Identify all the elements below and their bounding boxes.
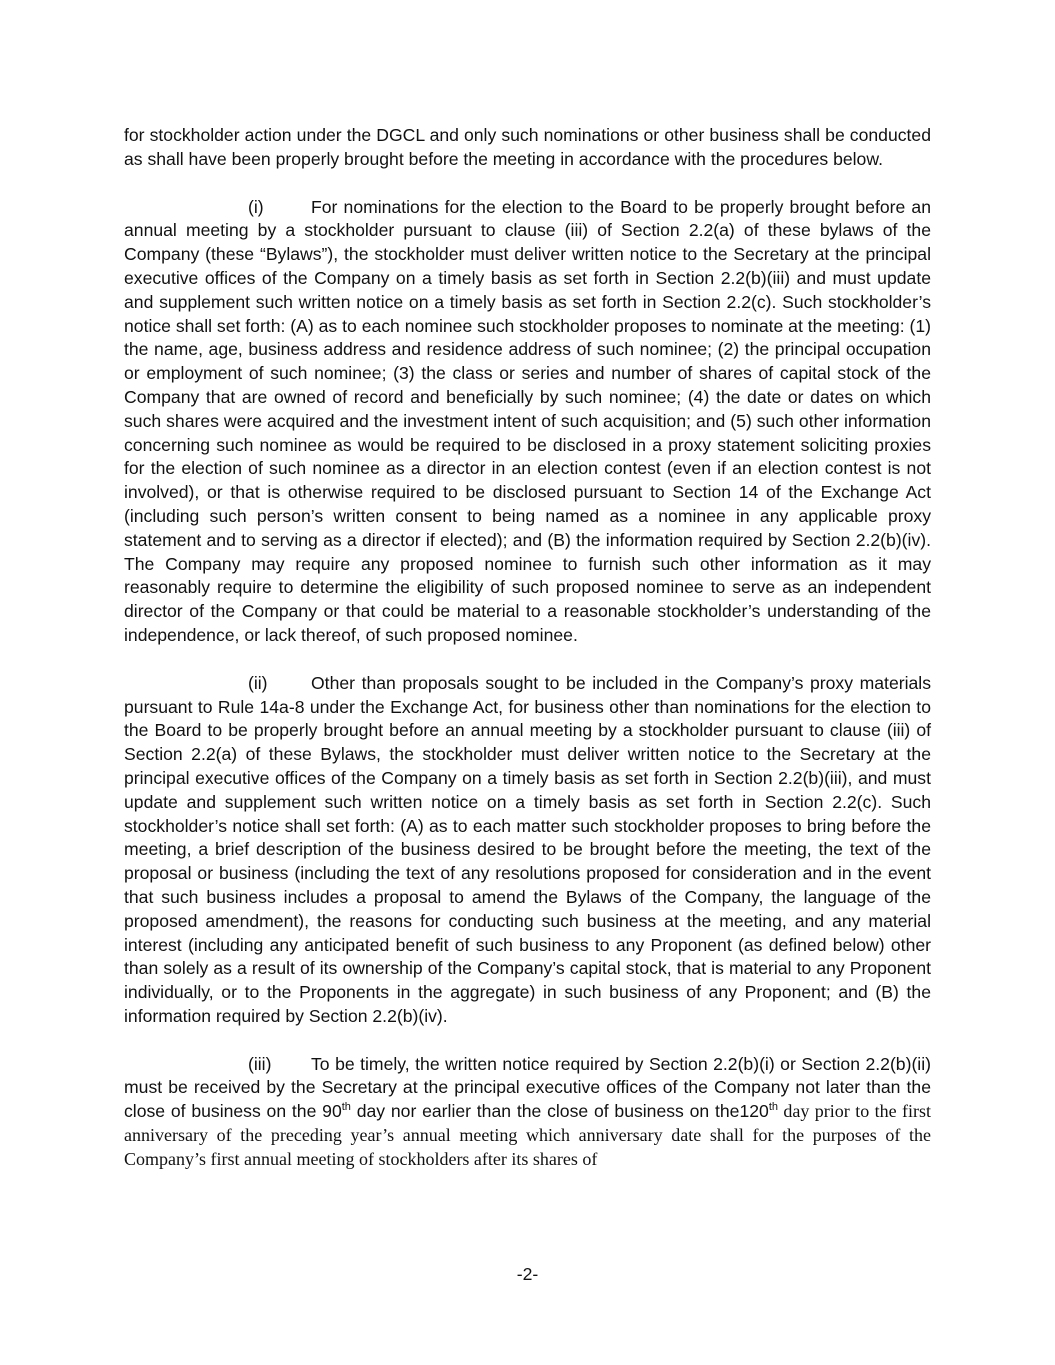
item-text-continued: day prior to the first anniversary of the preceding year’s annual meeting which anniversary date shall for the purposes of the Company’s first annual meeting of stockholders after its shares of [124,1101,931,1169]
section-2-2-b-ii [124,672,931,1029]
item-number: (i) [248,196,264,217]
page-number: -2- [516,1264,539,1284]
item-number: (ii) [248,672,268,693]
item-text-continued: day nor earlier than the close of business on the120 [350,1101,769,1122]
document-page [124,124,931,1196]
section-2-2-b-iii [124,1053,931,1172]
ordinal-superscript: th [768,1101,778,1114]
item-text: To be timely, the written notice required by Section 2.2(b)(i) or Section 2.2(b)(ii) must be received by the Secretary at the principal executive offices of the Company not later than the close of business on the 90 [124,1053,931,1122]
section-2-2-b-i [124,196,931,648]
ordinal-superscript: th [341,1101,351,1114]
intro-paragraph: for stockholder action under the DGCL and only such nominations or other business shall be conducted as shall have been properly brought before the meeting in accordance with the procedures below. [124,125,931,169]
item-number: (iii) [248,1053,272,1074]
item-text: Other than proposals sought to be included in the Company’s proxy materials pursuant to Rule 14a-8 under the Exchange Act, for business other than nominations for the election to the Board to be properly brought before an annual meeting by a stockholder pursuant to clause (iii) of Section 2.2(a) of these Bylaws, the stockholder must deliver written notice to the Secretary at the principal executive offices of the Company on a timely basis as set forth in Section 2.2(b)(iii), and must update and supplement such written notice on a timely basis as set forth in Section 2.2(c). Such stockholder’s notice shall set forth: (A) as to each matter such stockholder proposes to bring before the meeting, a brief description of the business desired to be brought before the meeting, the text of the proposal or business (including the text of any resolutions proposed for consideration and in the event that such business includes a proposal to amend the Bylaws of the Company, the language of the proposed amendment), the reasons for conducting such business at the meeting, and any material interest (including any anticipated benefit of such business to any Proponent (as defined below) other than solely as a result of its ownership of the Company’s capital stock, that is material to any Proponent individually, or to the Proponents in the aggregate) in such business of any Proponent; and (B) the information required by Section 2.2(b)(iv). [124,672,931,1026]
item-text: For nominations for the election to the Board to be properly brought before an annual meeting by a stockholder pursuant to clause (iii) of Section 2.2(a) of these bylaws of the Company (these “Bylaws”), the stockholder must deliver written notice to the Secretary at the principal executive offices of the Company on a timely basis as set forth in Section 2.2(b)(iii) and must update and supplement such written notice on a timely basis as set forth in Section 2.2(c). Such stockholder’s notice shall set forth: (A) as to each nominee such stockholder proposes to nominate at the meeting: (1) the name, age, business address and residence address of such nominee; (2) the principal occupation or employment of such nominee; (3) the class or series and number of shares of capital stock of the Company that are owned of record and beneficially by such nominee; (4) the date or dates on which such shares were acquired and the investment intent of such acquisition; and (5) such other information concerning such nominee as would be required to be disclosed in a proxy statement soliciting proxies for the election of such nominee as a director in an election contest (even if an election contest is not involved), or that is otherwise required to be disclosed pursuant to Section 14 of the Exchange Act (including such person’s written consent to being named as a nominee in any applicable proxy statement and to serving as a director if elected); and (B) the information required by Section 2.2(b)(iv). The Company may require any proposed nominee to furnish such other information as it may reasonably require to determine the eligibility of such proposed nominee to serve as an independent director of the Company or that could be material to a reasonable stockholder’s understanding of the independence, or lack thereof, of such proposed nominee. [124,196,931,645]
